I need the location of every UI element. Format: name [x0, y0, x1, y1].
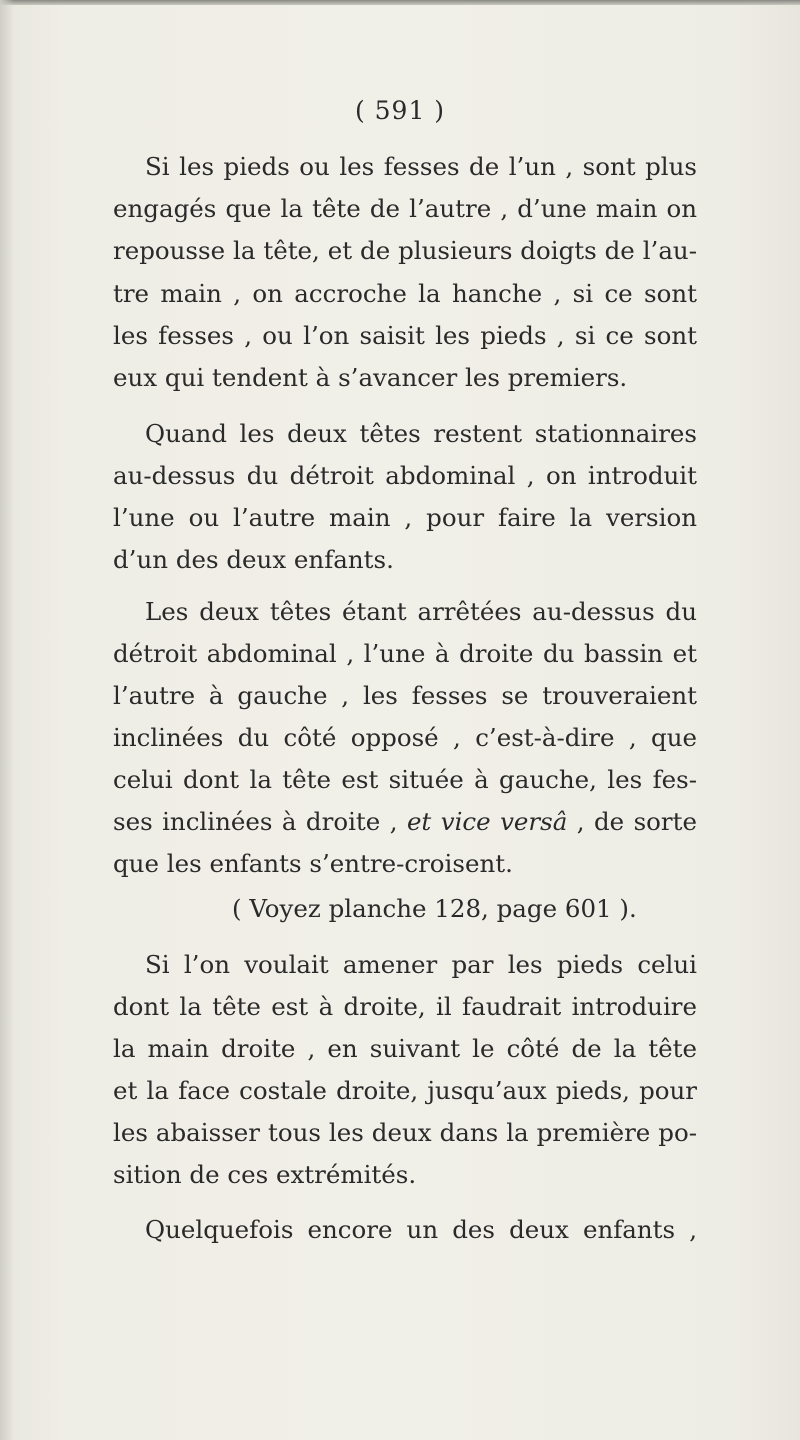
page-number: ( 591 ) [354, 96, 446, 125]
text-line: dont la tête est à droite, il faudrait introduire [113, 992, 697, 1021]
text-line: que les enfants s’entre-croisent. [113, 849, 513, 878]
text-line: celui dont la tête est située à gauche, les fes- [113, 765, 697, 794]
text-line: et la face costale droite, jusqu’aux pieds, pour [113, 1076, 697, 1105]
text-line: Les deux têtes étant arrêtées au-dessus du [145, 597, 697, 626]
text-segment: , de sorte [567, 807, 697, 836]
page-binding-shadow [0, 0, 14, 1440]
text-line: engagés que la tête de l’autre , d’une main on [113, 194, 697, 223]
text-line-with-italic [113, 807, 697, 837]
text-line: repousse la tête, et de plusieurs doigts de l’au- [113, 236, 697, 265]
text-line: tre main , on accroche la hanche , si ce sont [113, 279, 697, 308]
text-line: inclinées du côté opposé , c’est-à-dire , que [113, 723, 697, 752]
text-line: l’une ou l’autre main , pour faire la version [113, 503, 697, 532]
text-line: au-dessus du détroit abdominal , on introduit [113, 461, 697, 490]
text-line: Quelquefois encore un des deux enfants , [145, 1215, 697, 1244]
text-line: les abaisser tous les deux dans la première po- [113, 1118, 697, 1147]
text-line: sition de ces extrémités. [113, 1160, 417, 1189]
text-line: l’autre à gauche , les fesses se trouveraient [113, 681, 697, 710]
plate-reference: ( Voyez planche 128, page 601 ). [232, 894, 637, 923]
page-top-edge [0, 0, 800, 5]
text-line: Quand les deux têtes restent stationnaires [145, 419, 697, 448]
text-line: les fesses , ou l’on saisit les pieds , si ce sont [113, 321, 697, 350]
text-line: eux qui tendent à s’avancer les premiers. [113, 363, 628, 392]
text-line: détroit abdominal , l’une à droite du bassin et [113, 639, 697, 668]
italic-phrase: et vice versâ [406, 807, 568, 836]
text-line: Si les pieds ou les fesses de l’un , sont plus [145, 152, 697, 181]
text-line: d’un des deux enfants. [113, 545, 394, 574]
text-line: Si l’on voulait amener par les pieds celui [145, 950, 697, 979]
text-segment: ses inclinées à droite , [113, 807, 407, 836]
text-line: la main droite , en suivant le côté de la tête [113, 1034, 697, 1063]
